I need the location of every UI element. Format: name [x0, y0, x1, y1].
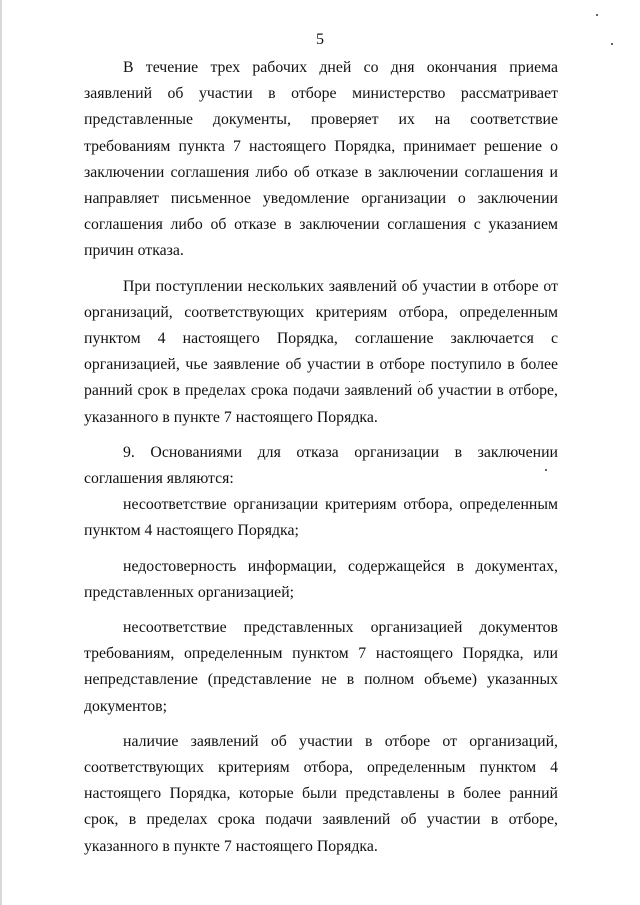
list-item-earlier-applications: наличие заявлений об участии в отборе от организаций, соответствующих критериям отбора, определенным пунктом 4 настоящего Порядка, которые были представлены в более ранний срок, в пределах срока подачи заявлений об участии в отборе, указанного в пункте 7 настоящего Порядка.	[84, 732, 558, 855]
page-number: 5	[316, 31, 324, 48]
document-body	[84, 55, 558, 860]
scan-speck	[545, 469, 547, 471]
list-item-inaccurate-info: недостоверность информации, содержащейся в документах, представленных организацией;	[84, 557, 558, 601]
paragraph-refusal-grounds-heading: 9. Основаниями для отказа организации в заключении соглашения являются:	[84, 443, 558, 488]
scan-edge-shadow	[0, 0, 2, 905]
paragraph-multiple-applications: При поступлении нескольких заявлений об участии в отборе от организаций, соответствующих критериям отбора, определенным пунктом 4 настоящего Порядка, соглашение заключается с организацией, чье заявление об участии в отборе поступило в более ранний срок в пределах срока подачи заявлений об участии в отборе, указанного в пункте 7 настоящего Порядка.	[84, 277, 558, 426]
scan-speck	[419, 381, 420, 382]
scan-speck	[611, 43, 613, 45]
list-item-documents-mismatch: несоответствие представленных организацией документов требованиям, определенным пунктом 7 настоящего Порядка, или непредставление (представление не в полном объеме) указанных документов;	[84, 619, 558, 715]
list-item-criteria-mismatch: несоответствие организации критериям отбора, определенным пунктом 4 настоящего Порядка;	[84, 496, 558, 540]
scan-speck	[596, 14, 598, 16]
paragraph-review-applications: В течение трех рабочих дней со дня окончания приема заявлений об участии в отборе министерство рассматривает представленные документы, проверяет их на соответствие требованиям пункта 7 настоящего Порядка, принимает решение о заключении соглашения либо об отказе в заключении соглашения и направляет письменное уведомление организации о заключении соглашения либо об отказе в заключении соглашения с указанием причин отказа.	[84, 59, 558, 260]
